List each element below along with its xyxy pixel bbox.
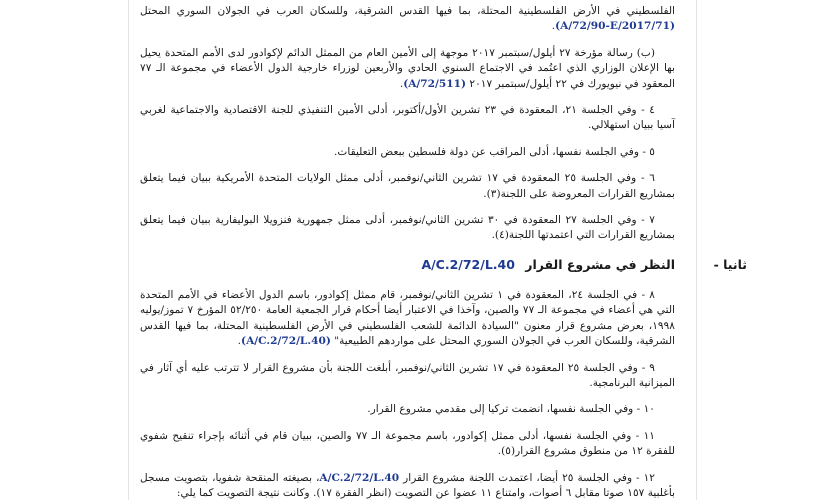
document-symbol: (A/72/511) [403,77,467,90]
paragraph-9: ٩ - وفي الجلسة ٢٥ المعقودة في ١٧ تشرين الثاني/نوفمبر، أبلغت اللجنة بأن مشروع القرار لا تترتب عليه أي آثار في الميزانية البرنامجية. [140,361,675,389]
section-symbol: A/C.2/72/L.40 [421,256,515,272]
paragraph-text: (ب) رسالة مؤرخة ٢٧ أيلول/سبتمبر ٢٠١٧ موجهة إلى الأمين العام من الممثل الدائم لإكوادور لدى الأمم المتحدة يحيل بها الإعلان الوزاري الذي اعتُمد في الاجتماع السنوي الحادي والأربعين لوزراء خارجية الدول الأعضاء في مجموعة الـ ٧٧ المعقود في نيويورك في ٢٢ أيلول/سبتمبر ٢٠١٧ [140,46,675,90]
paragraph-10: ١٠ - وفي الجلسة نفسها، انضمت تركيا إلى مقدمي مشروع القرار. [367,403,655,416]
paragraph-text: ، بصيغته المنقحة شفويا، بتصويت مسجل بأغلبية ١٥٧ صوتا مقابل ٦ أصوات، وامتناع ١١ عضوا عن التصويت (انظر الفقرة ١٧). وكانت نتيجة التصويت كما يلي: [140,471,675,499]
paragraph-11: ١١ - وفي الجلسة نفسها، أدلى ممثل إكوادور، باسم مجموعة الـ ٧٧ والصين، ببيان قام في أثنائه بإجراء تنقيح شفوي للفقرة ١٢ من منطوق مشروع القرار(٥). [140,429,675,458]
section-number: ثانيا - [713,256,747,272]
paragraph-b: (ب) رسالة مؤرخة ٢٧ أيلول/سبتمبر ٢٠١٧ موجهة إلى الأمين العام من الممثل الدائم لإكوادور لدى الأمم المتحدة يحيل بها الإعلان الوزاري الذي اعتُمد في الاجتماع السنوي الحادي والأربعين لوزراء خارجية الدول الأعضاء في مجموعة الـ ٧٧ المعقود في نيويورك في ٢٢ أيلول/سبتمبر ٢٠١٧ (A/72/511). [140,46,675,90]
section-heading [140,256,747,274]
document-symbol: (A/72/90-E/2017/71) [555,20,675,33]
paragraph-text: ١٢ - وفي الجلسة ٢٥ أيضا، اعتمدت اللجنة مشروع القرار [403,471,655,484]
document-symbol: A/C.2/72/L.40 [319,471,400,484]
paragraph-5: ٥ - وفي الجلسة نفسها، أدلى المراقب عن دولة فلسطين ببعض التعليقات. [334,145,655,158]
paragraph-text: الفلسطيني في الأرض الفلسطينية المحتلة، بما فيها القدس الشرقية، وللسكان العرب في الجولان السوري المحتل [140,5,675,17]
section-title: النظر في مشروع القرار [525,256,675,272]
paragraph-8: ٨ - في الجلسة ٢٤، المعقودة في ١ تشرين الثاني/نوفمبر، قام ممثل إكوادور، باسم الدول الأعضاء في الأمم المتحدة التي هي أعضاء في مجموعة الـ ٧٧ والصين، وآخذا في الاعتبار أيضا أحكام قرار الجمعية العامة ٥٢/٢٥٠ المؤرخ ٧ تموز/يوليه ١٩٩٨، بعرض مشروع قرار معنون "السيادة الدائمة للشعب الفلسطيني في الأرض الفلسطينية المحتلة، بما فيها القدس الشرقية، وللسكان العرب في الجولان السوري المحتل على مواردهم الطبيعية" (A/C.2/72/L.40). [140,288,675,348]
document-symbol: (A/C.2/72/L.40) [241,335,331,348]
paragraph-4: ٤ - وفي الجلسة ٢١، المعقودة في ٢٣ تشرين الأول/أكتوبر، أدلى الأمين التنفيذي للجنة الاقتصادية والاجتماعية لغربي آسيا ببيان استهلالي. [140,104,675,132]
paragraph-continuation: الفلسطيني في الأرض الفلسطينية المحتلة، بما فيها القدس الشرقية، وللسكان العرب في الجولان السوري المحتل (A/72/90-E/2017/71). [140,5,675,33]
paragraph-text: ٨ - في الجلسة ٢٤، المعقودة في ١ تشرين الثاني/نوفمبر، قام ممثل إكوادور، باسم الدول الأعضاء في الأمم المتحدة التي هي أعضاء في مجموعة الـ ٧٧ والصين، وآخذا في الاعتبار أيضا أحكام قرار الجمعية العامة ٥٢/٢٥٠ المؤرخ ٧ تموز/يوليه ١٩٩٨، بعرض مشروع قرار معنون "السيادة الدائمة للشعب الفلسطيني في الأرض الفلسطينية المحتلة، بما فيها القدس الشرقية، وللسكان العرب في الجولان السوري المحتل على مواردهم الطبيعية" [140,288,675,348]
paragraph-6: ٦ - وفي الجلسة ٢٥ المعقودة في ١٧ تشرين الثاني/نوفمبر، أدلى ممثل الولايات المتحدة الأمريكية ببيان فيما يتعلق بمشاريع القرارات المعروضة على اللجنة(٣). [140,172,675,200]
paragraph-12 [140,471,675,501]
paragraph-7: ٧ - وفي الجلسة ٢٧ المعقودة في ٣٠ تشرين الثاني/نوفمبر، أدلى ممثل جمهورية فنزويلا البوليفارية ببيان فيما يتعلق بمشاريع القرارات التي اعتمدتها اللجنة(٤). [140,214,675,242]
